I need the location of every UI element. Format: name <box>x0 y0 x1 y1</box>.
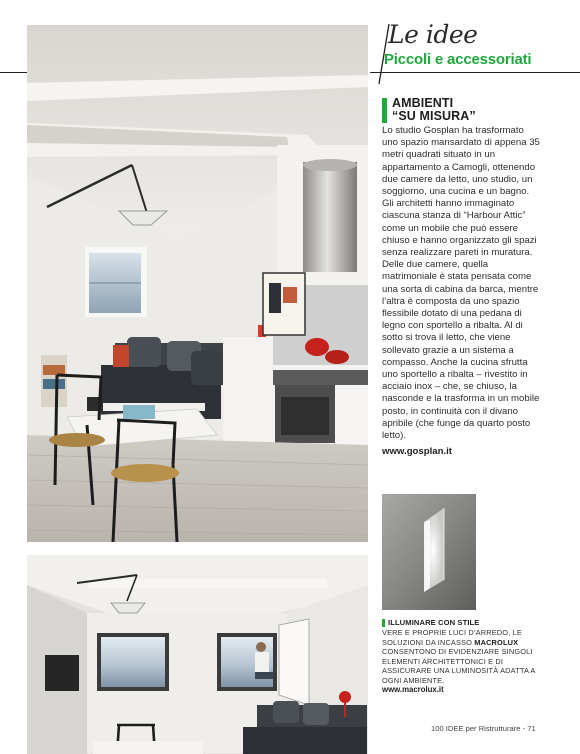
sidebar-body <box>382 628 552 686</box>
title-accent-bar <box>382 98 387 123</box>
sidebar-body-intro: VERE E PROPRIE LUCI D’ARREDO, LE SOLUZIONI DA INCASSO <box>382 628 522 647</box>
section-title: Le idee <box>388 20 478 49</box>
recessed-wall-light-photo <box>382 494 476 610</box>
article-title <box>392 97 476 123</box>
header-rule-left <box>0 72 28 73</box>
sidebar-brand: MACROLUX <box>474 637 519 647</box>
page-folio: 100 IDEE per Ristrutturare - 71 <box>431 724 536 733</box>
attic-bedroom-windows-photo <box>27 555 368 754</box>
section-subtitle: Piccoli e accessoriati <box>384 51 532 68</box>
header-rule-right <box>370 72 580 73</box>
sidebar-title: ILLUMINARE CON STILE <box>388 618 480 627</box>
article-title-line-1: AMBIENTI <box>392 96 454 110</box>
sidebar-url-link[interactable]: www.macrolux.it <box>382 685 444 694</box>
article-body: Lo studio Gosplan ha trasformato uno spazio mansardato di appena 35 metri quadrati situato in un appartamento a Camogli, ottenendo due camere da letto, uno studio, un soggiorno, una cucina e un bagno. Gli architetti hanno immaginato ciascuna stanza di “Harbour Attic” come un mobile che può essere chiuso e hanno organizzato gli spazi senza realizzare pareti in muratura. Delle due camere, quella matrimoniale è stata pensata come una sorta di cabina da barca, mentre l’altra è composta da uno spazio flessibile dotato di una pedana di legno con sportello a ribalta. Al di sotto si trova il letto, che viene sollevato grazie a un sistema a compasso. Anche la cucina sfrutta uno sportello a ribalta – rivestito in acciaio inox – che, se chiuso, la nasconde e la trasforma in un mobile posto, in continuità con il divano apribile (che funge da quarto posto letto). <box>382 125 540 442</box>
article-title-line-2: “SU MISURA” <box>392 109 476 123</box>
attic-living-kitchen-photo <box>27 25 368 542</box>
article-url-link[interactable]: www.gosplan.it <box>382 446 452 457</box>
sidebar-body-rest: CONSENTONO DI EVIDENZIARE SINGOLI ELEMENTI ARCHITETTONICI E DI ASSICURARE UNA LUMINOSITÀ ADATTA A OGNI AMBIENTE. <box>382 647 536 685</box>
sidebar-accent-bar <box>382 619 385 627</box>
